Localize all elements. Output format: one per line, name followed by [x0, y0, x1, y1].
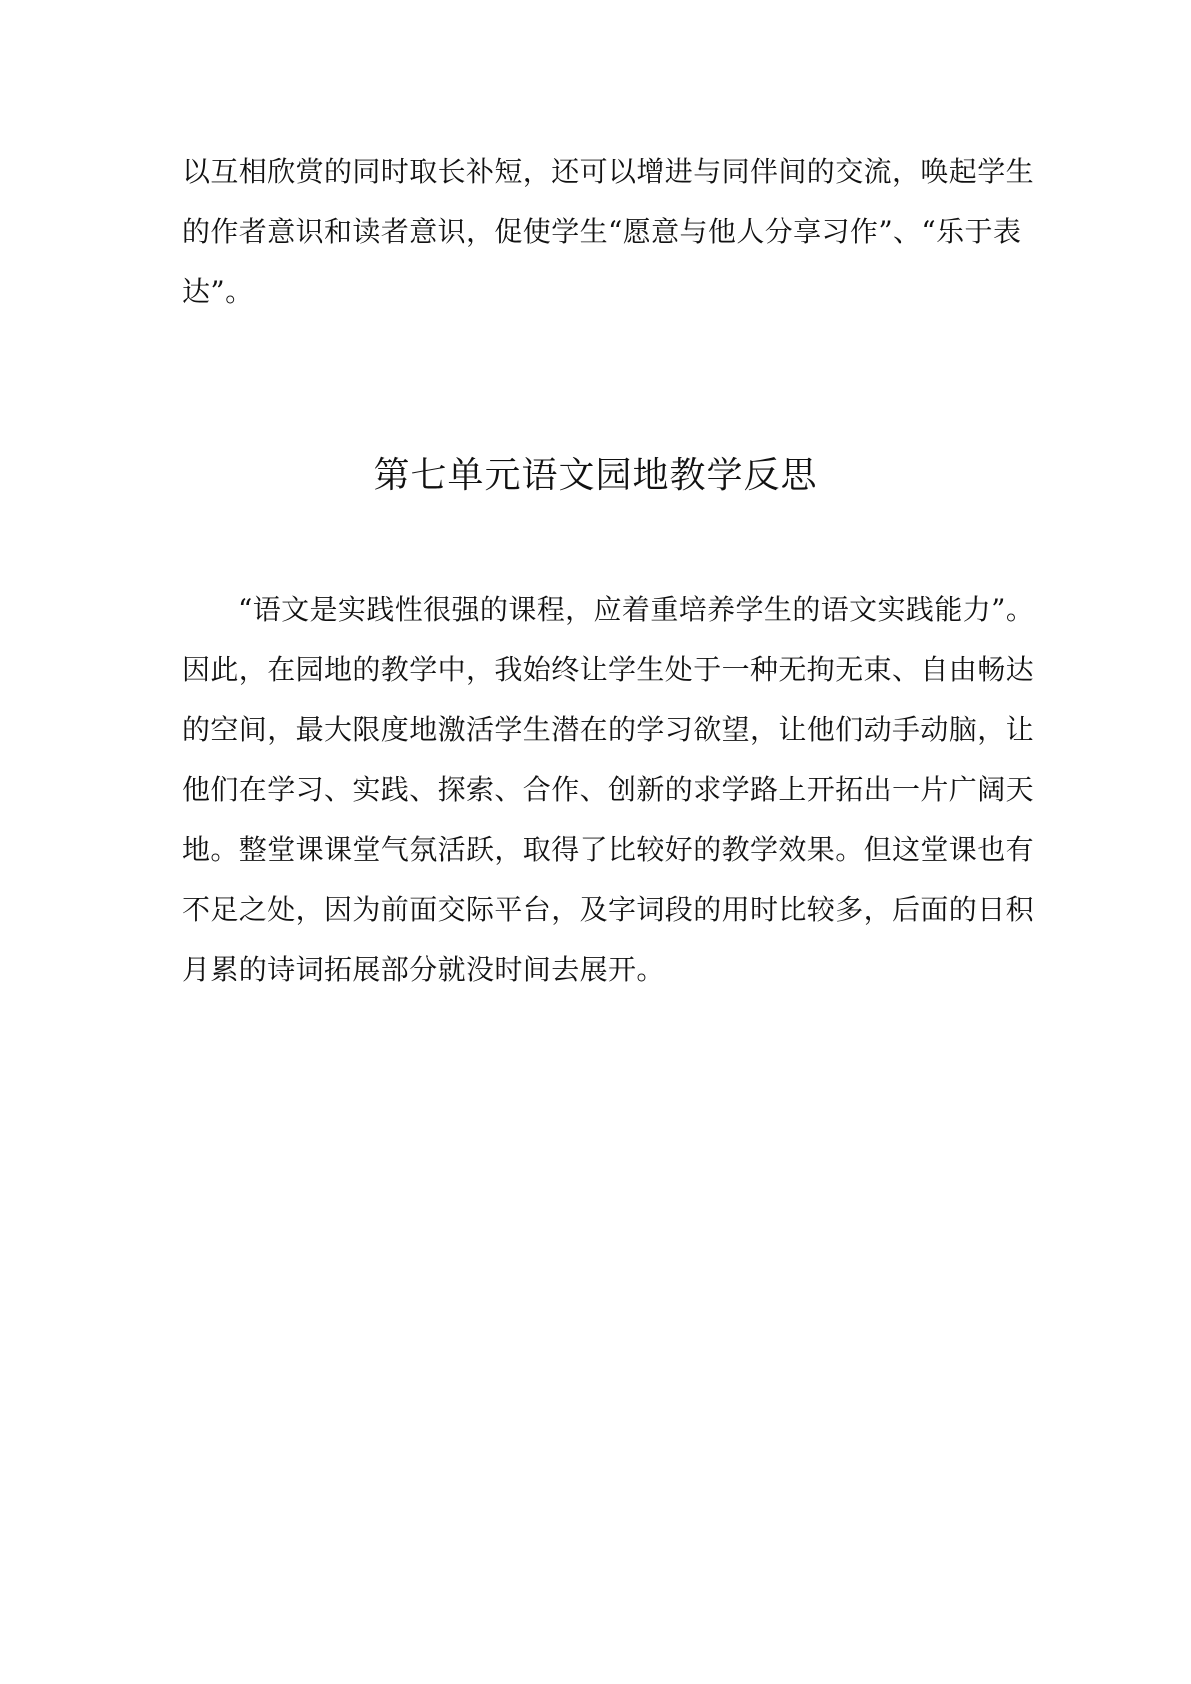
paragraph-line: 达”。	[182, 275, 254, 308]
paragraph-line: 以互相欣赏的同时取长补短，还可以增进与同伴间的交流，唤起学生	[182, 155, 1035, 188]
paragraph-line: 他们在学习、实践、探索、合作、创新的求学路上开拓出一片广阔天	[182, 773, 1035, 806]
paragraph-line: 因此，在园地的教学中，我始终让学生处于一种无拘无束、自由畅达	[182, 653, 1035, 686]
section-title: 第七单元语文园地教学反思	[373, 455, 818, 496]
paragraph-line: 的空间，最大限度地激活学生潜在的学习欲望，让他们动手动脑，让	[182, 713, 1035, 746]
paragraph-line: 的作者意识和读者意识，促使学生“愿意与他人分享习作”、“乐于表	[182, 215, 1022, 248]
paragraph-line: 不足之处，因为前面交际平台，及字词段的用时比较多，后面的日积	[182, 893, 1035, 926]
section-paragraph	[182, 580, 1035, 1000]
paragraph-line: “语文是实践性很强的课程，应着重培养学生的语文实践能力”。	[238, 593, 1035, 626]
continued-paragraph	[182, 142, 1035, 322]
paragraph-line: 地。整堂课课堂气氛活跃，取得了比较好的教学效果。但这堂课也有	[182, 833, 1035, 866]
paragraph-line: 月累的诗词拓展部分就没时间去展开。	[182, 953, 665, 986]
